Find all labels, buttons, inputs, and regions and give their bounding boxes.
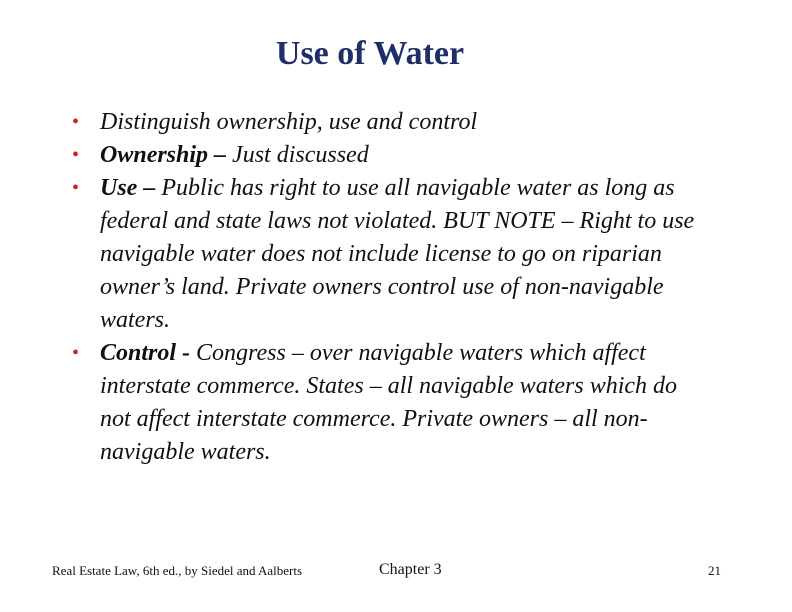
slide-title: Use of Water — [275, 35, 465, 72]
page-number: 21 — [708, 563, 721, 578]
bullet-list — [72, 106, 712, 469]
bullet-text: Public has right to use all navigable water as long as federal and state laws not violated. BUT NOTE – Right to use navigable water does not include license to go on riparian owner’s land. Private owners control use of non-navigable waters. — [100, 175, 695, 333]
bullet-lead: Ownership – — [100, 142, 227, 168]
bullet-text: Congress – over navigable waters which affect interstate commerce. States – all navigable waters which do not affect interstate commerce. Private owners – all non-navigable waters. — [100, 340, 678, 465]
bullet-item-ownership — [72, 139, 712, 172]
bullet-lead: Use – — [100, 175, 156, 201]
bullet-lead: Control - — [100, 340, 191, 366]
bullet-dot-icon: • — [72, 144, 80, 166]
bullet-dot-icon: • — [72, 177, 80, 199]
bullet-text: Distinguish ownership, use and control — [100, 109, 478, 135]
footer-citation: Real Estate Law, 6th ed., by Siedel and Aalberts — [52, 563, 303, 578]
bullet-text: Just discussed — [226, 142, 369, 168]
bullet-item-control — [72, 337, 712, 469]
footer-chapter: Chapter 3 — [379, 561, 442, 578]
bullet-dot-icon: • — [72, 342, 80, 364]
bullet-item-distinguish — [72, 106, 712, 139]
bullet-dot-icon: • — [72, 111, 80, 133]
bullet-item-use — [72, 172, 712, 337]
